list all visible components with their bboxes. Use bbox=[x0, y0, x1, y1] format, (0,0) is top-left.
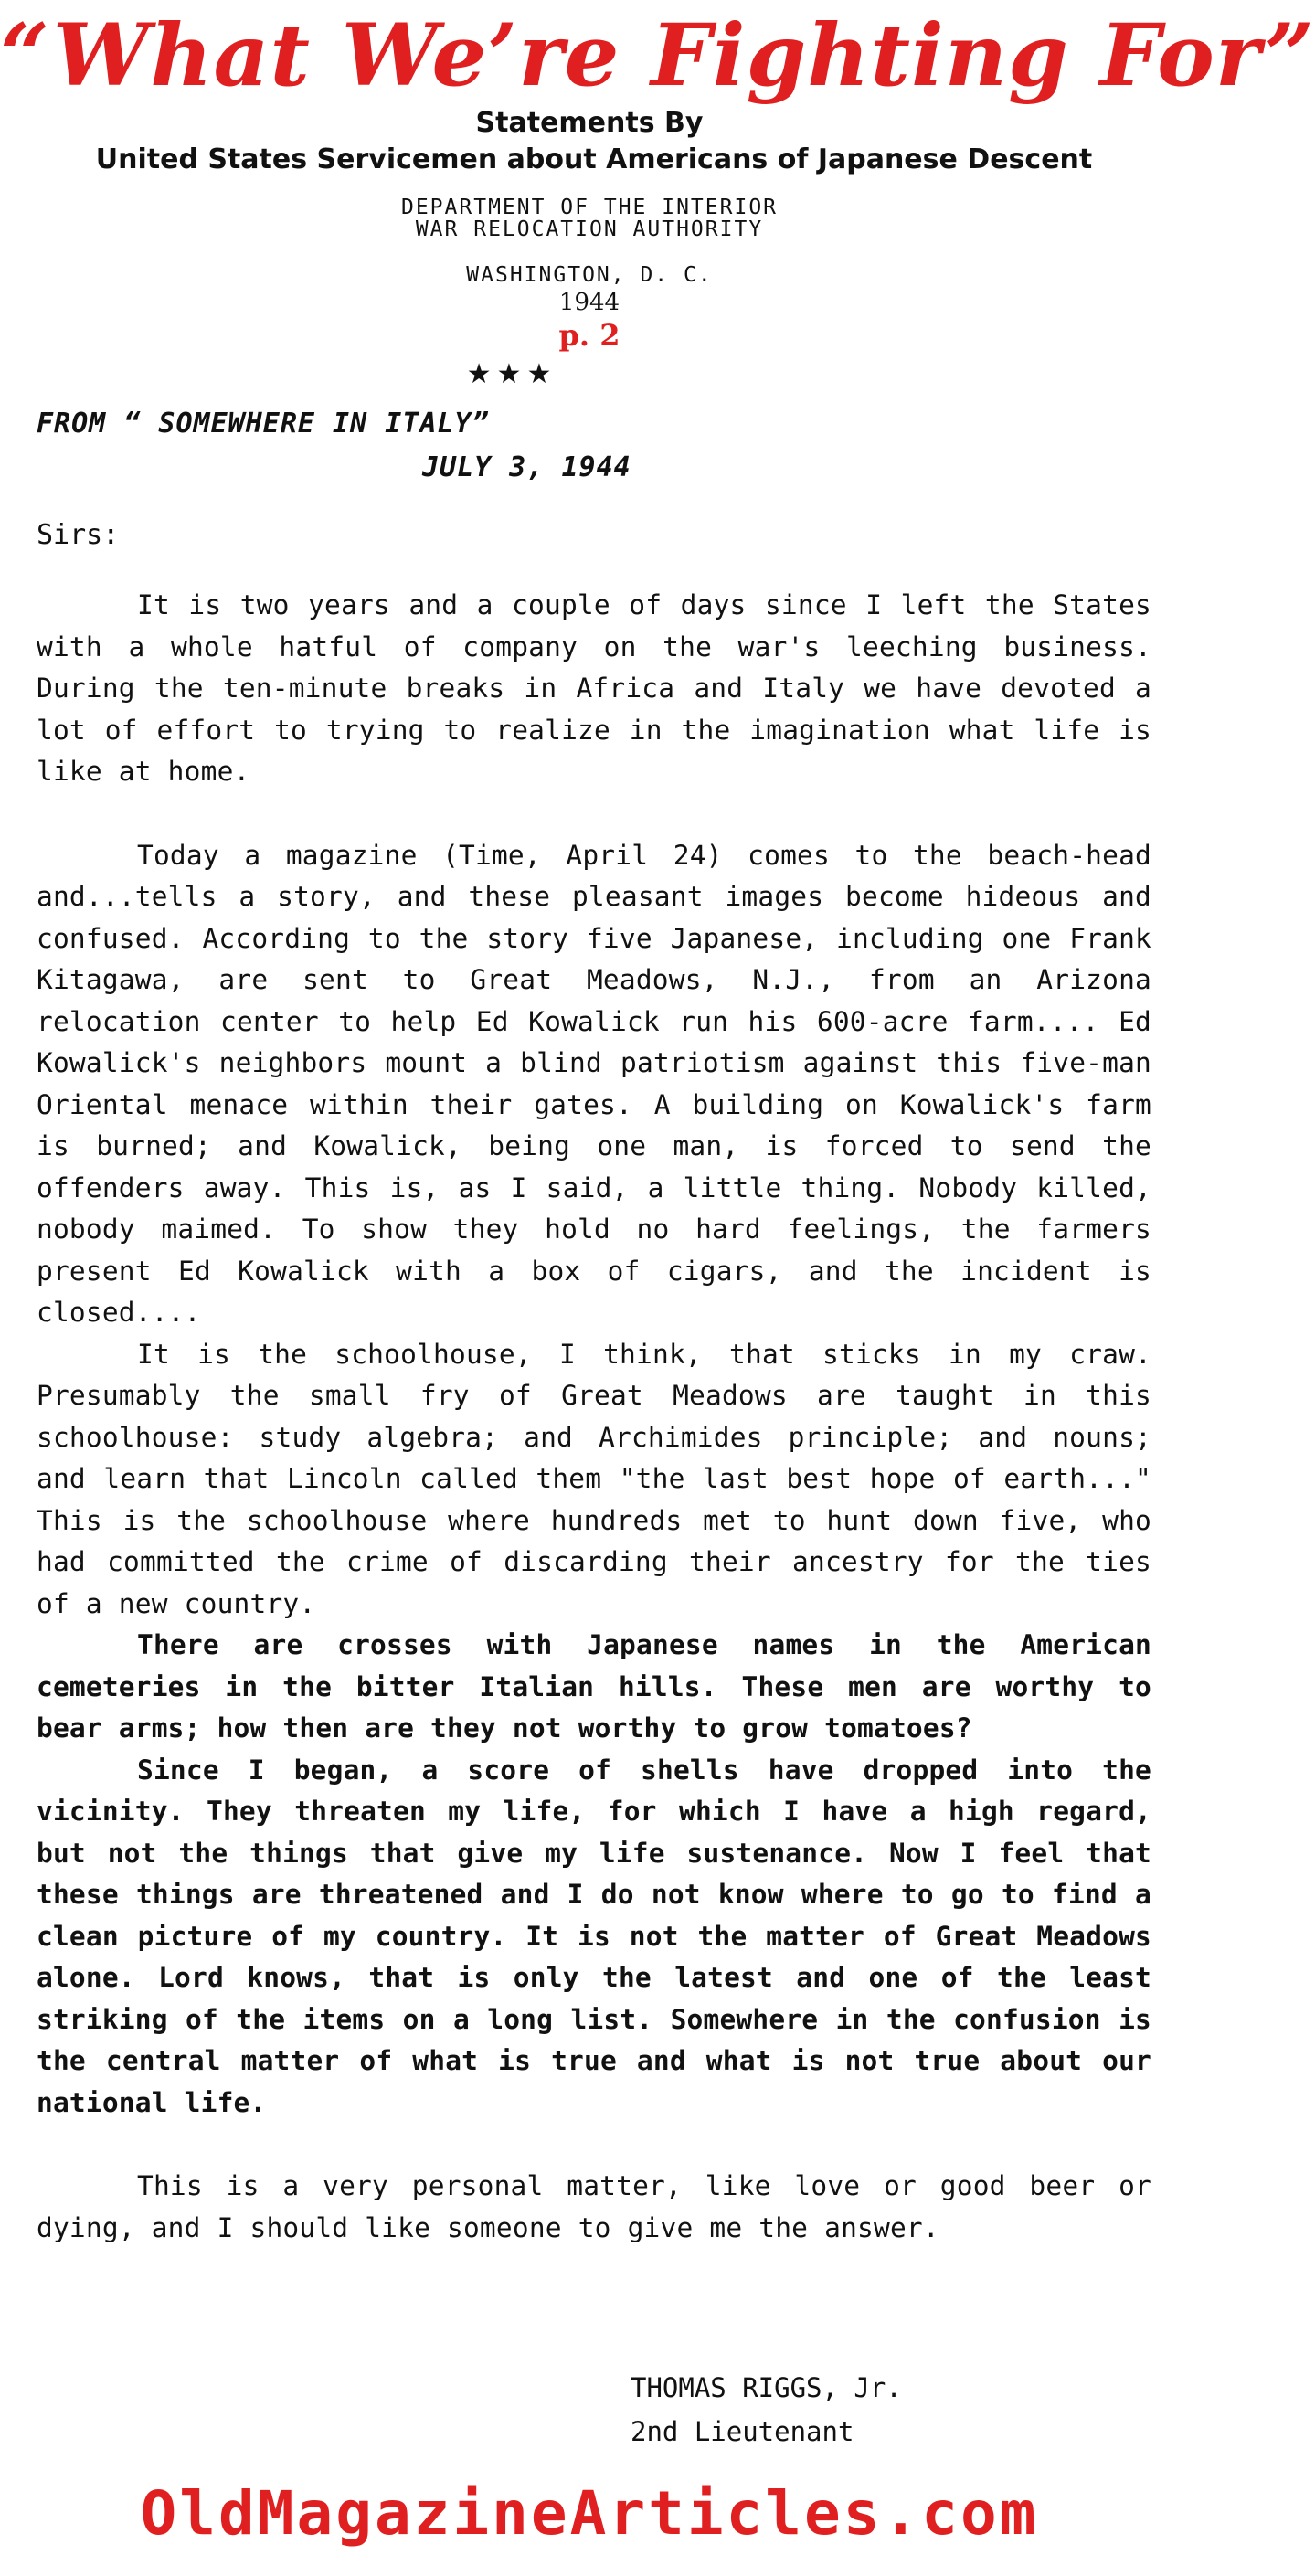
letter-salutation: Sirs: bbox=[37, 519, 120, 551]
subtitle-servicemen: United States Servicemen about Americans of Japanese Descent bbox=[95, 143, 1093, 175]
department-line: DEPARTMENT OF THE INTERIOR bbox=[400, 196, 779, 219]
subtitle-statements: Statements By bbox=[475, 107, 704, 139]
paragraph-2: Today a magazine (Time, April 24) comes to the beach-head and...tells a story, and these pleasant images become hideous and confused. According to the story five Japanese, including one Frank Kitagawa, are sent to Great Meadows, N.J., from an Arizona relocation center to help Ed Kowalick run his 600-acre farm.... Ed Kowalick's neighbors mount a blind patriotism against this five-man Oriental menace within their gates. A building on Kowalick's farm is burned; and Kowalick, being one man, is forced to send the offenders away. This is, as I said, a little thing. Nobody killed, nobody maimed. To show they hold no hard feelings, the farmers present Ed Kowalick with a box of cigars, and the incident is closed.... bbox=[37, 839, 1151, 1328]
letter-from: FROM “ SOMEWHERE IN ITALY” bbox=[37, 408, 490, 440]
paragraph-5: Since I began, a score of shells have dropped into the vicinity. They threaten my life, for which I have a high regard, but not the things that give my life sustenance. Now I feel that these things are threatened and I do not know where to go to find a clean picture of my country. It is not the matter of Great Meadows alone. Lord knows, that is only the latest and one of the least striking of the items on a long list. Somewhere in the confusion is the central matter of what is true and what is not true about our national life. bbox=[37, 1754, 1151, 2118]
paragraph-3: It is the schoolhouse, I think, that sticks in my craw. Presumably the small fry of Great Meadows are taught in this schoolhouse: study algebra; and Archimides principle; and nouns; and learn that Lincoln called them "the last best hope of earth..." This is the schoolhouse where hundreds met to hunt down five, who had committed the crime of discarding their ancestry for the ties of a new country. bbox=[37, 1338, 1151, 1619]
signature-rank: 2nd Lieutenant bbox=[631, 2416, 854, 2447]
star-divider: ★★★ bbox=[466, 358, 557, 390]
signature-name: THOMAS RIGGS, Jr. bbox=[631, 2372, 902, 2403]
page-number: p. 2 bbox=[558, 318, 620, 353]
page-title: “What We’re Fighting For” bbox=[0, 5, 1315, 106]
site-watermark: OldMagazineArticles.com bbox=[140, 2478, 1039, 2549]
paragraph-1: It is two years and a couple of days since I left the States with a whole hatful of company on the war's leeching business. During the ten-minute breaks in Africa and Italy we have devoted a lot of effort to trying to realize in the imagination what life is like at home. bbox=[37, 589, 1151, 787]
letter-body bbox=[37, 585, 1151, 2249]
letter-date: JULY 3, 1944 bbox=[422, 451, 631, 483]
year-line: 1944 bbox=[558, 289, 620, 316]
location-line: WASHINGTON, D. C. bbox=[466, 263, 713, 287]
paragraph-4: There are crosses with Japanese names in the American cemeteries in the bitter Italian hills. These men are worthy to bear arms; how then are they not worthy to grow tomatoes? bbox=[37, 1629, 1151, 1744]
paragraph-6: This is a very personal matter, like love or good beer or dying, and I should like someone to give me the answer. bbox=[37, 2170, 1151, 2243]
authority-line: WAR RELOCATION AUTHORITY bbox=[415, 217, 764, 241]
